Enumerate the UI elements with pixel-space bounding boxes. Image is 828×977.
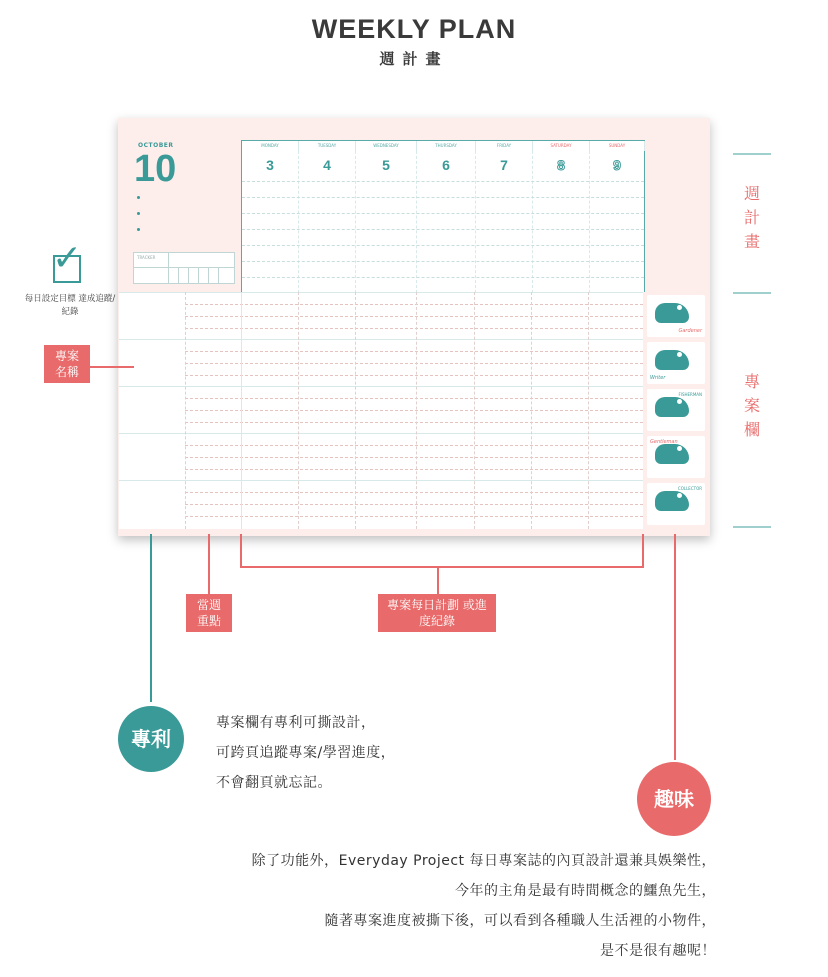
- day-number-tuesday: 4: [323, 157, 331, 173]
- weekly-plan-side-label: 週計畫: [743, 184, 760, 251]
- checkmark-icon: ✓: [52, 238, 83, 279]
- tile-label: Writer: [650, 375, 666, 381]
- patent-line: 不會翻頁就忘記。: [216, 775, 332, 791]
- day-header-monday: MONDAY: [242, 141, 299, 151]
- bracket-line: [733, 526, 771, 528]
- day-number-wednesday: 5: [382, 157, 390, 173]
- connector-line: [437, 566, 439, 594]
- weekly-focus-tag: 當週 重點: [186, 594, 232, 632]
- fun-description: [252, 846, 716, 966]
- crocodile-gentleman-illustration: [647, 436, 705, 478]
- project-section: [119, 292, 643, 529]
- bullet-dot: [137, 228, 140, 231]
- day-header-saturday: SATURDAY: [533, 141, 590, 151]
- bullet-dot: [137, 196, 140, 199]
- month-label: OCTOBER: [138, 142, 174, 149]
- connector-line: [208, 534, 210, 594]
- tracker-annotation: 每日設定目標 達成追蹤/紀錄: [24, 294, 116, 317]
- tracker-label: TRACKER: [137, 255, 156, 260]
- daily-plan-tag: 專案每日計劃 或進度紀錄: [378, 594, 496, 632]
- crocodile-fisherman-illustration: [647, 389, 705, 431]
- fun-line: 今年的主角是最有時間概念的鱷魚先生，: [455, 883, 716, 899]
- tile-label: Gentleman: [650, 439, 678, 445]
- tile-label: COLLECTOR: [677, 486, 702, 491]
- connector-line: [642, 534, 644, 566]
- page-title: WEEKLY PLAN: [311, 14, 517, 44]
- day-number-saturday: 8: [557, 157, 565, 173]
- patent-description: [216, 708, 395, 798]
- connector-line: [90, 366, 134, 368]
- day-number-sunday: 9: [613, 157, 621, 173]
- project-name-tag: 專案 名稱: [44, 345, 90, 383]
- connector-line: [150, 534, 152, 702]
- day-header-thursday: THURSDAY: [417, 141, 476, 151]
- fun-line: 隨著專案進度被撕下後，可以看到各種職人生活裡的小物件，: [324, 913, 716, 929]
- bracket-line: [733, 292, 771, 294]
- crocodile-writer-illustration: [647, 342, 705, 384]
- page-subtitle: 週計畫: [379, 50, 449, 68]
- crocodile-collector-illustration: [647, 483, 705, 525]
- tile-label: FISHERMAN: [678, 392, 702, 397]
- fun-line: 是不是很有趣呢！: [600, 943, 716, 959]
- tearoff-illustration-strip: [643, 292, 709, 529]
- day-header-wednesday: WEDNESDAY: [356, 141, 417, 151]
- connector-line: [240, 534, 242, 566]
- bracket-line: [733, 153, 771, 155]
- bullet-dot: [137, 212, 140, 215]
- tile-label: Gardener: [678, 328, 702, 334]
- project-column-side-label: 專案欄: [743, 372, 760, 439]
- fun-badge: 趣味: [637, 762, 711, 836]
- day-header-sunday: SUNDAY: [590, 141, 645, 151]
- day-number-monday: 3: [266, 157, 274, 173]
- connector-line: [674, 534, 676, 760]
- day-number-thursday: 6: [442, 157, 450, 173]
- patent-line: 可跨頁追蹤專案/學習進度，: [216, 745, 396, 761]
- day-header-friday: FRIDAY: [476, 141, 533, 151]
- patent-badge: 專利: [118, 706, 184, 772]
- week-days-box: [241, 140, 645, 294]
- fun-line: 除了功能外，Everyday Project 每日專案誌的內頁設計還兼具娛樂性，: [251, 853, 716, 869]
- patent-line: 專案欄有專利可撕設計，: [216, 715, 376, 731]
- connector-line: [240, 566, 644, 568]
- day-header-tuesday: TUESDAY: [299, 141, 356, 151]
- month-number: 10: [134, 148, 177, 190]
- crocodile-gardener-illustration: [647, 295, 705, 337]
- day-number-friday: 7: [500, 157, 508, 173]
